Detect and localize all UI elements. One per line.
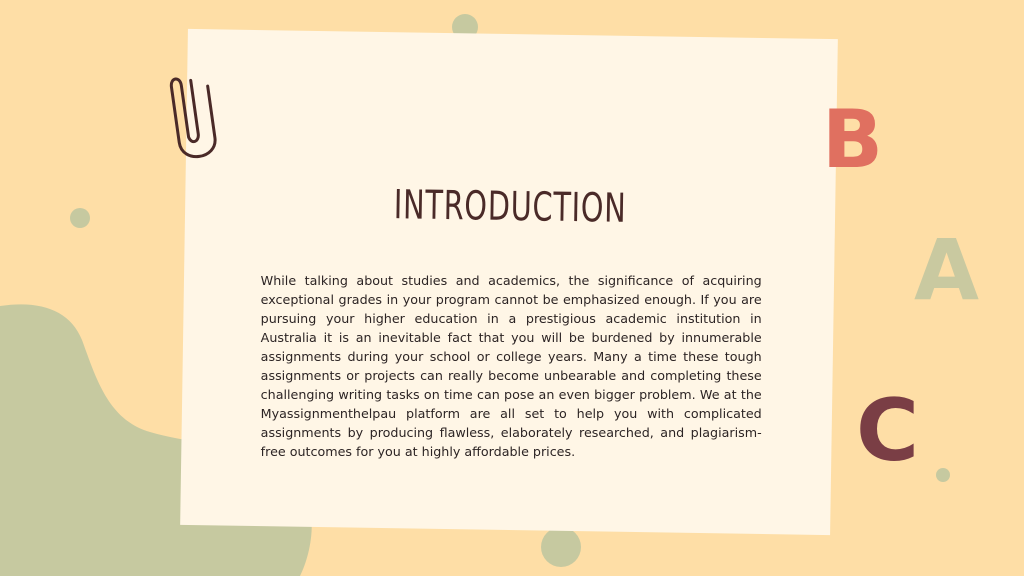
decor-dot-left xyxy=(70,208,90,228)
decor-letter-b: B xyxy=(822,93,883,186)
decor-dot-right xyxy=(936,468,950,482)
content-card xyxy=(180,29,838,535)
decor-letter-a: A xyxy=(914,221,980,319)
paperclip-icon xyxy=(166,68,226,168)
slide-body-text: While talking about studies and academics, the significance of acquiring exceptional grades in your program cannot be emphasized enough. If you are pursuing your higher education in a prestigious academic institution in Australia it is an inevitable fact that you will be burdened by innumerable assignments during your school or college years. Many a time these tough assignments or projects can really become unbearable and completing these challenging writing tasks on time can pose an even bigger problem. We at the Myassignmenthelpau platform are all set to help you with complicated assignments by producing flawless, elaborately researched, and plagiarism-free outcomes for you at highly affordable prices. xyxy=(260,273,762,460)
decor-dot-bottom xyxy=(541,527,581,567)
decor-letter-c: C xyxy=(856,381,920,481)
slide-title: INTRODUCTION xyxy=(393,182,627,232)
